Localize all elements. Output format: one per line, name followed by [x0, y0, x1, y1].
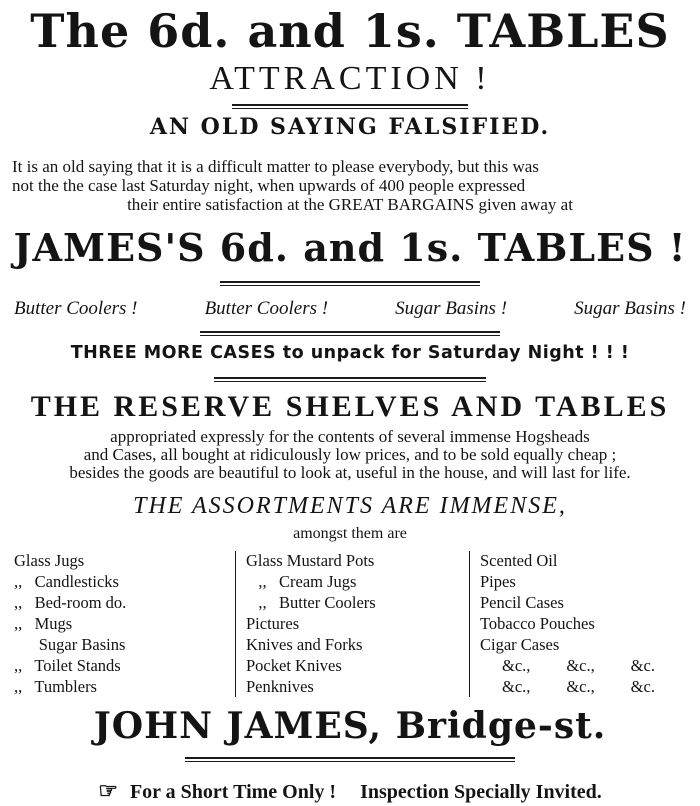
- coolers-item: Butter Coolers !: [204, 298, 329, 319]
- etc-item: &c.,: [502, 656, 531, 675]
- footer-left: For a Short Time Only !: [129, 781, 337, 803]
- appropriated-line: appropriated expressly for the contents of several immense Hogsheads: [110, 427, 590, 446]
- rule-three-more: [214, 377, 486, 382]
- etc-item: &c.,: [566, 656, 595, 675]
- goods-item: Cigar Cases: [480, 635, 560, 654]
- goods-column-1: [14, 550, 229, 697]
- rule-signature: [185, 757, 515, 762]
- etc-item: &c.: [630, 656, 655, 675]
- goods-column-3: [480, 550, 695, 697]
- goods-item: ,, Butter Coolers: [246, 593, 376, 612]
- goods-item: Sugar Basins: [14, 635, 126, 654]
- goods-item: Pictures: [246, 614, 300, 633]
- reserve-heading: THE RESERVE SHELVES AND TABLES: [30, 390, 670, 423]
- etc-row: [480, 655, 695, 676]
- goods-item: ,, Toilet Stands: [14, 656, 121, 675]
- assortments-heading: THE ASSORTMENTS ARE IMMENSE,: [133, 493, 567, 519]
- tables-heading: JAMES'S 6d. and 1s. TABLES !: [13, 225, 687, 270]
- goods-item: Pocket Knives: [246, 656, 342, 675]
- intro-paragraph: [12, 157, 688, 214]
- goods-item: ,, Mugs: [14, 614, 73, 633]
- goods-item: Scented Oil: [480, 551, 558, 570]
- goods-item: Glass Jugs: [14, 551, 85, 570]
- appropriated-line: and Cases, all bought at ridiculously low prices, and to be sold equally cheap ;: [83, 445, 617, 464]
- goods-item: ,, Bed-room do.: [14, 593, 127, 612]
- three-more-cases: THREE MORE CASES to unpack for Saturday Night ! ! !: [70, 343, 630, 363]
- attraction-heading: ATTRACTION !: [209, 60, 491, 97]
- intro-line: their entire satisfaction at the GREAT BARGAINS given away at: [127, 195, 573, 214]
- rule-tables: [220, 281, 480, 286]
- coolers-line: [14, 298, 686, 320]
- intro-line: not the the case last Saturday night, when upwards of 400 people expressed: [12, 176, 526, 195]
- etc-item: &c.,: [502, 677, 531, 696]
- column-divider: [235, 551, 236, 697]
- coolers-item: Sugar Basins !: [574, 298, 686, 319]
- appropriated-line: besides the goods are beautiful to look at, useful in the house, and will last for life.: [69, 463, 631, 482]
- etc-row: [480, 676, 695, 697]
- goods-column-2: [246, 550, 461, 697]
- footer-line: [0, 778, 700, 804]
- rule-attraction: [232, 104, 468, 109]
- rule-coolers: [200, 331, 500, 336]
- intro-line: It is an old saying that it is a difficult matter to please everybody, but this was: [12, 157, 539, 176]
- goods-item: Glass Mustard Pots: [246, 551, 375, 570]
- goods-item: Pencil Cases: [480, 593, 564, 612]
- goods-item: ,, Tumblers: [14, 677, 97, 696]
- appropriated-paragraph: [10, 428, 690, 482]
- headline: The 6d. and 1s. TABLES: [30, 4, 670, 58]
- pointing-hand-icon: ☞: [98, 778, 118, 803]
- coolers-item: Butter Coolers !: [14, 298, 138, 319]
- goods-item: Knives and Forks: [246, 635, 363, 654]
- goods-item: Pipes: [480, 572, 516, 591]
- goods-item: Tobacco Pouches: [480, 614, 595, 633]
- etc-item: &c.: [630, 677, 655, 696]
- goods-item: ,, Cream Jugs: [246, 572, 357, 591]
- coolers-item: Sugar Basins !: [395, 298, 508, 319]
- signature-line: JOHN JAMES, Bridge-st.: [93, 705, 607, 747]
- subheading: AN OLD SAYING FALSIFIED.: [149, 114, 551, 140]
- goods-item: Penknives: [246, 677, 314, 696]
- goods-item: ,, Candlesticks: [14, 572, 119, 591]
- footer-right: Inspection Specially Invited.: [360, 781, 602, 803]
- amongst-line: amongst them are: [293, 525, 407, 542]
- etc-item: &c.,: [566, 677, 595, 696]
- column-divider: [469, 551, 470, 697]
